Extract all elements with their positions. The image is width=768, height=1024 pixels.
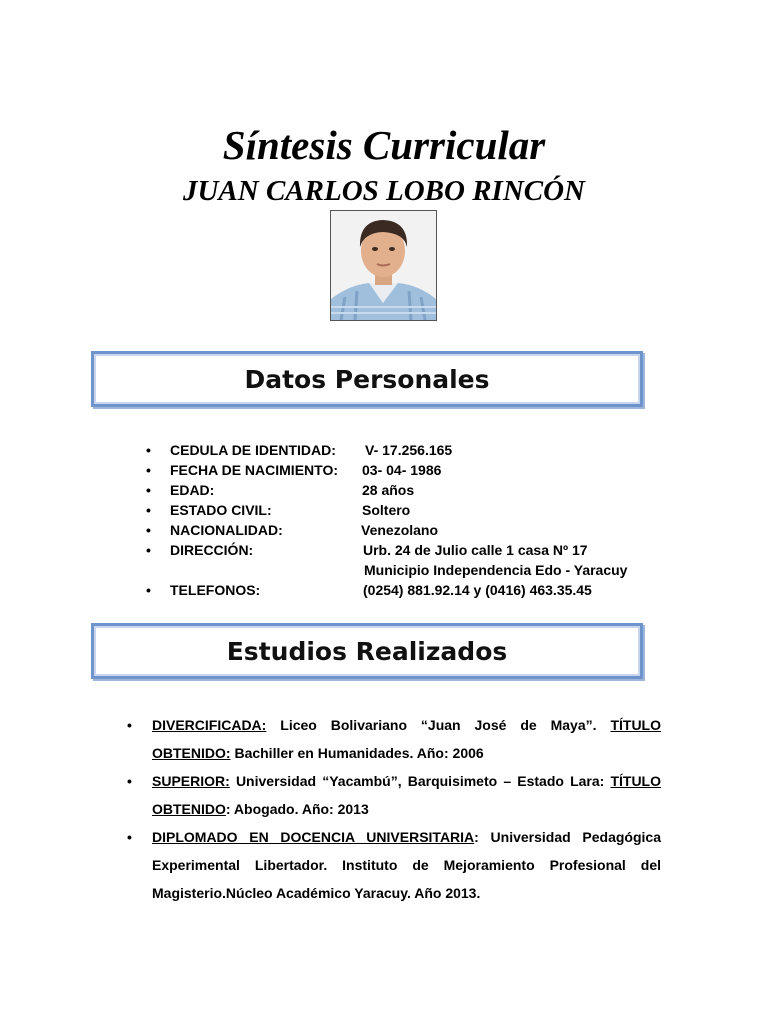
study-title-label: TÍTULO OBTENIDO <box>152 773 661 817</box>
study-level: DIPLOMADO EN DOCENCIA UNIVERSITARIA <box>152 829 475 845</box>
study-text: Universidad “Yacambú”, Barquisimeto – Estado Lara: <box>229 773 611 789</box>
bullet: • <box>146 582 151 598</box>
document-title: Síntesis Curricular <box>222 122 546 168</box>
bullet: • <box>146 542 151 558</box>
studies-list <box>127 711 661 907</box>
field-label: CEDULA DE IDENTIDAD: <box>170 442 336 458</box>
field-label: TELEFONOS: <box>170 582 261 598</box>
personal-data-heading-box <box>91 351 643 407</box>
field-value: Urb. 24 de Julio calle 1 casa Nº 17 <box>363 542 588 558</box>
bullet: • <box>127 717 132 733</box>
study-text: Liceo Bolivariano “Juan José de Maya”. <box>266 717 611 733</box>
study-text: : Universidad Pedagógica Experimental Libertador. Instituto de Mejoramiento Profesional del Magisterio.Núcleo Académico Yaracuy. Año 2013. <box>152 829 661 901</box>
bullet: • <box>146 502 151 518</box>
study-text: : Abogado. Año: 2013 <box>225 801 369 817</box>
bullet: • <box>146 482 151 498</box>
field-value: 03- 04- 1986 <box>362 462 442 478</box>
field-value: V- 17.256.165 <box>365 442 453 458</box>
field-value: Soltero <box>362 502 411 518</box>
field-value-continued: Municipio Independencia Edo - Yaracuy <box>364 562 628 578</box>
studies-heading: Estudios Realizados <box>226 636 508 666</box>
field-label: DIRECCIÓN: <box>170 542 254 558</box>
field-value: (0254) 881.92.14 y (0416) 463.35.45 <box>363 582 592 598</box>
field-label: EDAD: <box>170 482 215 498</box>
bullet: • <box>127 773 132 789</box>
profile-photo <box>330 210 437 321</box>
bullet: • <box>146 462 151 478</box>
bullet: • <box>146 442 151 458</box>
study-text: Bachiller en Humanidades. Año: 2006 <box>230 745 484 761</box>
field-label: NACIONALIDAD: <box>170 522 283 538</box>
list-item-diploma <box>127 823 661 907</box>
bullet: • <box>127 829 132 845</box>
study-level: DIVERCIFICADA: <box>152 717 267 733</box>
field-value: Venezolano <box>361 522 439 538</box>
studies-heading-box <box>91 623 643 679</box>
bullet: • <box>146 522 151 538</box>
list-item-superior <box>127 767 661 823</box>
profile-photo-image <box>331 211 436 320</box>
field-label: FECHA DE NACIMIENTO: <box>170 462 338 478</box>
study-level: SUPERIOR: <box>152 773 230 789</box>
list-item-diversified <box>127 711 661 767</box>
person-name: JUAN CARLOS LOBO RINCÓN <box>182 175 586 207</box>
study-title-label: TÍTULO OBTENIDO: <box>152 717 661 761</box>
field-value: 28 años <box>362 482 415 498</box>
field-label: ESTADO CIVIL: <box>170 502 272 518</box>
personal-data-heading: Datos Personales <box>244 364 490 394</box>
